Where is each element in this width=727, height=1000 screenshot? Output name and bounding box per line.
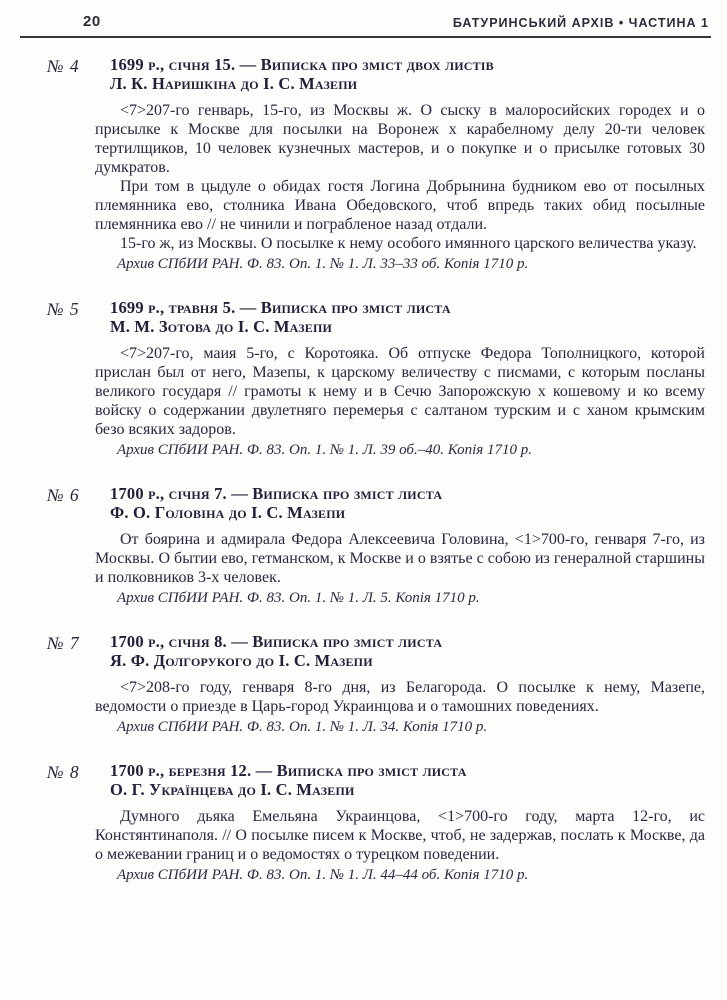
entry-number: № 6 <box>47 485 80 505</box>
entry-7 <box>0 632 727 737</box>
running-header <box>20 13 711 38</box>
page-number: 20 <box>83 13 101 30</box>
paragraph: <7>207-го генварь, 15-го, из Москвы ж. О сыску в малоросийских городех и о присылке к Москве для посылки на Воронеж х карабелному делу 20-ти человек тертилщиков, 10 человек кузнечных мастеров, и о покупке и о присылке готовых 30 думкратов. <box>95 102 705 176</box>
entry-title-line1: 1700 р., січня 7. — Виписка про зміст листа <box>110 484 443 503</box>
entry-body <box>95 678 705 716</box>
entry-title <box>110 632 697 670</box>
entry-body <box>95 344 705 439</box>
paragraph: При том в цыдуле о обидах гостя Логина Добрынина будником ево от посылных племянника ево, столника Ивана Обедовского, чтоб впредь таких обид посылные племянника ево // не чинили и пограбленое назад отдали. <box>95 178 705 233</box>
entry-8 <box>0 761 727 885</box>
paragraph: <7>208-го году, генваря 8-го дня, из Белагорода. О посылке к нему, Мазепе, ведомости о приезде в Царь-город Украинцова и о тамошних поведениях. <box>95 679 705 715</box>
entry-title-line2: Л. К. Наришкіна до І. С. Мазепи <box>110 74 358 93</box>
entry-number: № 5 <box>47 299 80 319</box>
entry-5 <box>0 298 727 460</box>
running-title: БАТУРИНСЬКИЙ АРХІВ • ЧАСТИНА 1 <box>452 16 709 30</box>
entry-4 <box>0 55 727 274</box>
entry-title-line2: Я. Ф. Долгорукого до І. С. Мазепи <box>110 651 373 670</box>
entry-title <box>110 298 697 336</box>
paragraph: 15-го ж, из Москвы. О посылке к нему особого имянного царского величества указу. <box>120 235 697 252</box>
paragraph: От боярина и адмирала Федора Алексеевича Головина, <1>700-го, генваря 7-го, из Москвы. О бытии ево, гетманском, к Москве и о взятье с собою из генералной старшины и полковников 3-х человек. <box>95 531 705 586</box>
entry-title-line1: 1699 р., травня 5. — Виписка про зміст листа <box>110 298 451 317</box>
entry-title <box>110 484 697 522</box>
entry-number: № 7 <box>47 633 80 653</box>
paragraph: Думного дьяка Емельяна Украинцова, <1>700-го году, марта 12-го, ис Констянтинаполя. // О посылке писем к Москве, чтоб, не задержав, послать к Москве, да о межевании границ и о ведомостях о турецком поведении. <box>95 808 705 863</box>
entry-number: № 4 <box>47 56 80 76</box>
entry-title <box>110 761 697 799</box>
entry-title-line1: 1700 р., березня 12. — Виписка про зміст листа <box>110 761 467 780</box>
entry-title-line2: Ф. О. Головіна до І. С. Мазепи <box>110 503 346 522</box>
entry-6 <box>0 484 727 608</box>
entry-title-line2: О. Г. Українцева до І. С. Мазепи <box>110 780 355 799</box>
entry-title-line2: М. М. Зотова до І. С. Мазепи <box>110 317 333 336</box>
archive-citation: Архив СПбИИ РАН. Ф. 83. Оп. 1. № 1. Л. 34. Копія 1710 р. <box>117 719 488 735</box>
entry-body <box>95 530 705 587</box>
entry-title <box>110 55 697 93</box>
entry-number: № 8 <box>47 762 80 782</box>
archive-citation: Архив СПбИИ РАН. Ф. 83. Оп. 1. № 1. Л. 33–33 об. Копія 1710 р. <box>117 256 529 272</box>
entry-body <box>95 101 705 253</box>
paragraph: <7>207-го, маия 5-го, с Коротояка. Об отпуске Федора Тополницкого, которой прислан был от него, Мазепы, к царскому величеству с писмами, с которым посланы великого государя // грамоты к нему и в Сечю Запорожскую х кошевому и ко всему войску о содержании двулетняго перемерья с салтаном турским и с ханом крымским безо всяких задоров. <box>95 345 705 438</box>
entry-title-line1: 1700 р., січня 8. — Виписка про зміст листа <box>110 632 443 651</box>
archive-citation: Архив СПбИИ РАН. Ф. 83. Оп. 1. № 1. Л. 44–44 об. Копія 1710 р. <box>117 867 529 883</box>
entry-body <box>95 807 705 864</box>
entry-title-line1: 1699 р., січня 15. — Виписка про зміст двох листів <box>110 55 494 74</box>
entries-list <box>0 55 727 885</box>
archive-citation: Архив СПбИИ РАН. Ф. 83. Оп. 1. № 1. Л. 39 об.–40. Копія 1710 р. <box>117 442 532 458</box>
archive-citation: Архив СПбИИ РАН. Ф. 83. Оп. 1. № 1. Л. 5. Копія 1710 р. <box>117 590 480 606</box>
